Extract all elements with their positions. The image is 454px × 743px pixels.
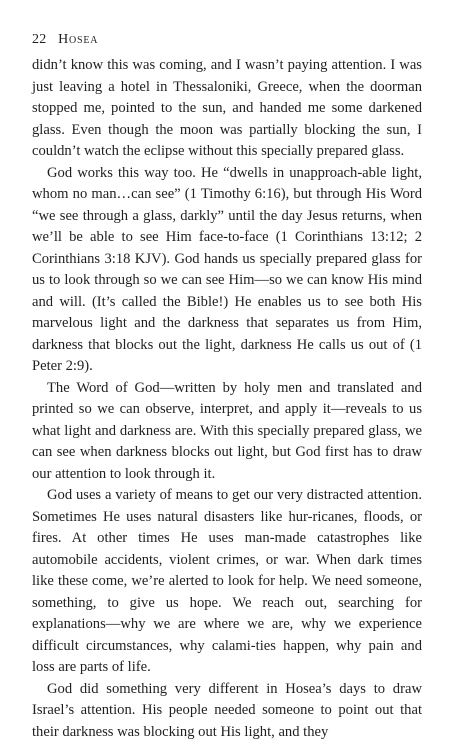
running-head: [32, 31, 422, 49]
paragraph: didn’t know this was coming, and I wasn’t paying attention. I was just leaving a hotel in Thessaloniki, Greece, when the doorman stopped me, pointed to the sun, and handed me some darkened glass. Even though the moon was partially blocking the sun, I couldn’t watch the eclipse without this specially prepared glass.: [32, 55, 422, 163]
paragraph: God did something very different in Hosea’s days to draw Israel’s attention. His people needed someone to point out that their darkness was blocking out His light, and they: [32, 679, 422, 743]
paragraph: The Word of God—written by holy men and translated and printed so we can observe, interpret, and apply it—reveals to us what light and darkness are. With this specially prepared glass, we can see when darkness blocks out light, but God first has to draw our attention to look through it.: [32, 378, 422, 486]
page-number: 22: [32, 32, 46, 47]
paragraph: God works this way too. He “dwells in unapproach-able light, whom no man…can see” (1 Timothy 6:16), but through His Word “we see through a glass, darkly” until the day Jesus returns, when we’ll be able to see Him face-to-face (1 Corinthians 13:12; 2 Corinthians 3:18 KJV). God hands us specially prepared glass for us to look through so we can see Him—so we can know His mind and will. (It’s called the Bible!) He enables us to see both His marvelous light and the darkness that separates us from Him, darkness that blocks out the light, darkness He calls us out of (1 Peter 2:9).: [32, 163, 422, 378]
body-text: [32, 55, 422, 743]
paragraph: God uses a variety of means to get our very distracted attention. Sometimes He uses natural disasters like hur-ricanes, floods, or fires. At other times He uses man-made catastrophes like automobile accidents, violent crimes, or war. When dark times like these come, we’re alerted to look for help. We need someone, something, to give us hope. We reach out, searching for explanations—why we are where we are, why we experience difficult circumstances, why calami-ties happen, why pain and loss are parts of life.: [32, 485, 422, 679]
book-title: Hosea: [58, 32, 98, 47]
